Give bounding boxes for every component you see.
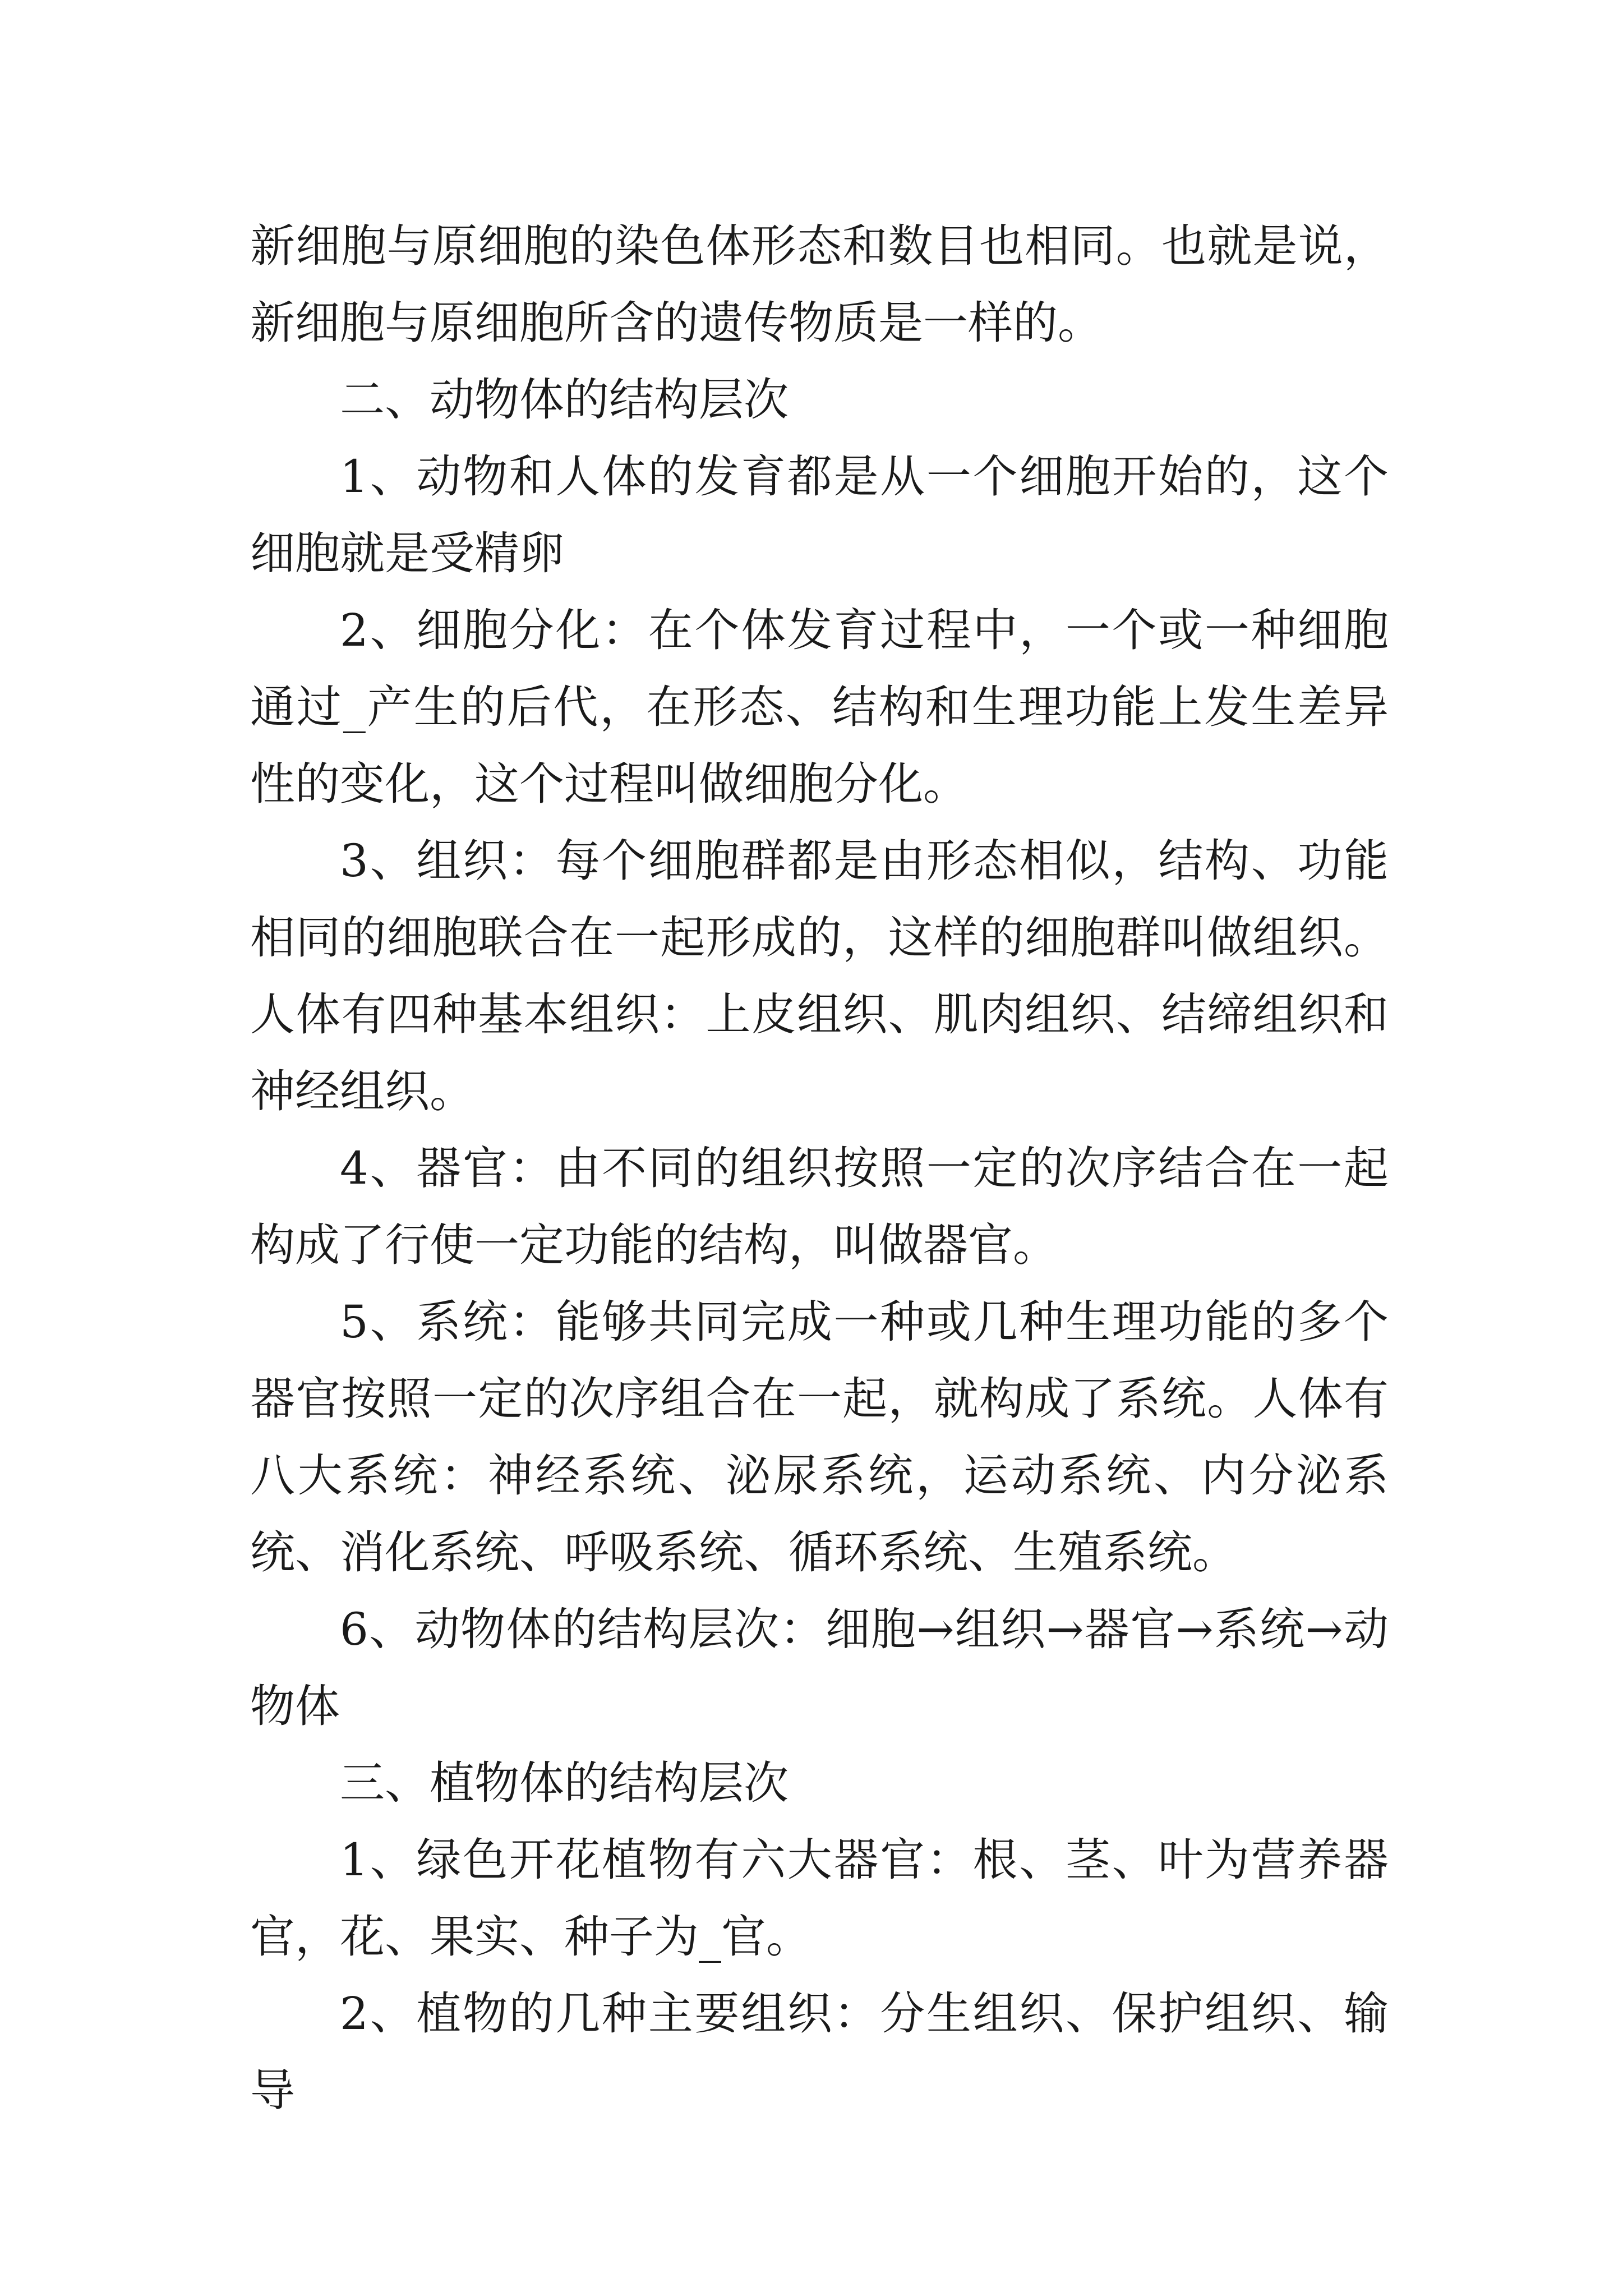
section-heading-animal-structure: 二、动物体的结构层次: [340, 374, 789, 426]
paragraph-continuation: 新细胞与原细胞的染色体形态和数目也相同。也就是说，新细胞与原细胞所含的遗传物质是一样的。: [250, 220, 1389, 349]
paragraph-cell-differentiation: 2、细胞分化：在个体发育过程中，一个或一种细胞通过_产生的后代，在形态、结构和生理功能上发生差异性的变化，这个过程叫做细胞分化。: [250, 604, 1389, 810]
paragraph-system: 5、系统：能够共同完成一种或几种生理功能的多个器官按照一定的次序组合在一起，就构成了系统。人体有八大系统：神经系统、泌尿系统，运动系统、内分泌系统、消化系统、呼吸系统、循环系统、生殖系统。: [250, 1296, 1389, 1579]
paragraph-organ: 4、器官：由不同的组织按照一定的次序结合在一起构成了行使一定功能的结构，叫做器官。: [250, 1142, 1389, 1271]
paragraph-fertilized-egg: 1、动物和人体的发育都是从一个细胞开始的，这个细胞就是受精卵: [250, 450, 1389, 579]
document-body: [250, 208, 1389, 2129]
paragraph-plant-organs: 1、绿色开花植物有六大器官：根、茎、叶为营养器官，花、果实、种子为_官。: [250, 1834, 1389, 1963]
section-heading-plant-structure: 三、植物体的结构层次: [340, 1757, 789, 1809]
paragraph-animal-hierarchy: 6、动物体的结构层次：细胞→组织→器官→系统→动物体: [250, 1603, 1389, 1732]
paragraph-tissue: 3、组织：每个细胞群都是由形态相似，结构、功能相同的细胞联合在一起形成的，这样的细胞群叫做组织。人体有四种基本组织：上皮组织、肌肉组织、结缔组织和神经组织。: [250, 835, 1389, 1117]
paragraph-plant-tissues: 2、植物的几种主要组织：分生组织、保护组织、输导: [250, 1987, 1389, 2116]
